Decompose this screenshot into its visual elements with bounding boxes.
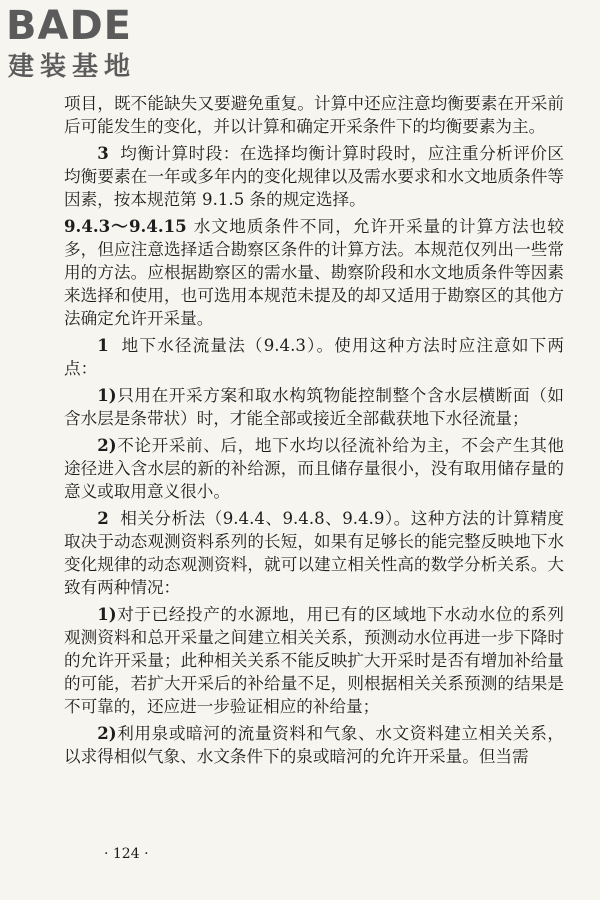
item-number: 1 <box>97 335 109 355</box>
paragraph-text: 不论开采前、后，地下水均以径流补给为主，不会产生其他途径进入含水层的新的补给源，而且储存量很小，没有取用储存量的意义或取用意义很小。 <box>64 436 564 501</box>
paragraph-text: 利用泉或暗河的流量资料和气象、水文资料建立相关关系，以求得相似气象、水文条件下的泉或暗河的允许开采量。但当需 <box>64 724 564 766</box>
logo-subtitle: 建装基地 <box>8 52 137 82</box>
logo <box>6 4 186 86</box>
clause-paragraph <box>64 215 564 330</box>
sub-item <box>64 384 564 430</box>
paragraph-text: 对于已经投产的水源地，用已有的区域地下水动水位的系列观测资料和总开采量之间建立相关关系，预测动水位再进一步下降时的允许开采量；此种相关关系不能反映扩大开采时是否有增加补给量的可能，若扩大开采后的补给量不足，则根据相关关系预测的结果是不可靠的，还应进一步验证相应的补给量； <box>64 605 564 716</box>
sub-item-number: 2) <box>97 435 117 455</box>
clause-number: 9.4.3～9.4.15 <box>64 216 187 236</box>
sub-item-number: 2) <box>97 723 117 743</box>
page-body <box>64 92 564 772</box>
logo-wordmark: BADE <box>6 3 132 49</box>
sub-item <box>64 434 564 503</box>
paragraph-text: 地下水径流量法（9.4.3）。使用这种方法时应注意如下两点： <box>64 336 564 378</box>
sub-item <box>64 603 564 718</box>
item-number: 2 <box>97 508 109 528</box>
sub-item <box>64 722 564 768</box>
paragraph-text: 相关分析法（9.4.4、9.4.8、9.4.9）。这种方法的计算精度取决于动态观测资料系列的长短，如果有足够长的能完整反映地下水变化规律的动态观测资料，就可以建立相关性高的数学分析关系。大致有两种情况： <box>64 509 564 597</box>
sub-item-number: 1) <box>97 604 117 624</box>
paragraph <box>64 92 564 138</box>
paragraph-item-3 <box>64 142 564 211</box>
paragraph-text: 水文地质条件不同，允许开采量的计算方法也较多，但应注意选择适合勘察区条件的计算方法。本规范仅列出一些常用的方法。应根据勘察区的需水量、勘察阶段和水文地质条件等因素来选择和使用，也可选用本规范未提及的却又适用于勘察区的其他方法确定允许开采量。 <box>64 217 564 328</box>
sub-item-number: 1) <box>97 385 117 405</box>
item-number: 3 <box>97 143 109 163</box>
paragraph-text: 均衡计算时段：在选择均衡计算时段时，应注重分析评价区均衡要素在一年或多年内的变化规律以及需水要求和水文地质条件等因素，按本规范第 9.1.5 条的规定选择。 <box>64 144 565 209</box>
paragraph-text: 只用在开采方案和取水构筑物能控制整个含水层横断面（如含水层是条带状）时，才能全部或接近全部截获地下水径流量； <box>64 386 564 428</box>
paragraph-item-1 <box>64 334 564 380</box>
paragraph-item-2 <box>64 507 564 599</box>
paragraph-text: 项目，既不能缺失又要避免重复。计算中还应注意均衡要素在开采前后可能发生的变化，并以计算和确定开采条件下的均衡要素为主。 <box>64 94 564 136</box>
page-number: · 124 · <box>104 846 149 862</box>
